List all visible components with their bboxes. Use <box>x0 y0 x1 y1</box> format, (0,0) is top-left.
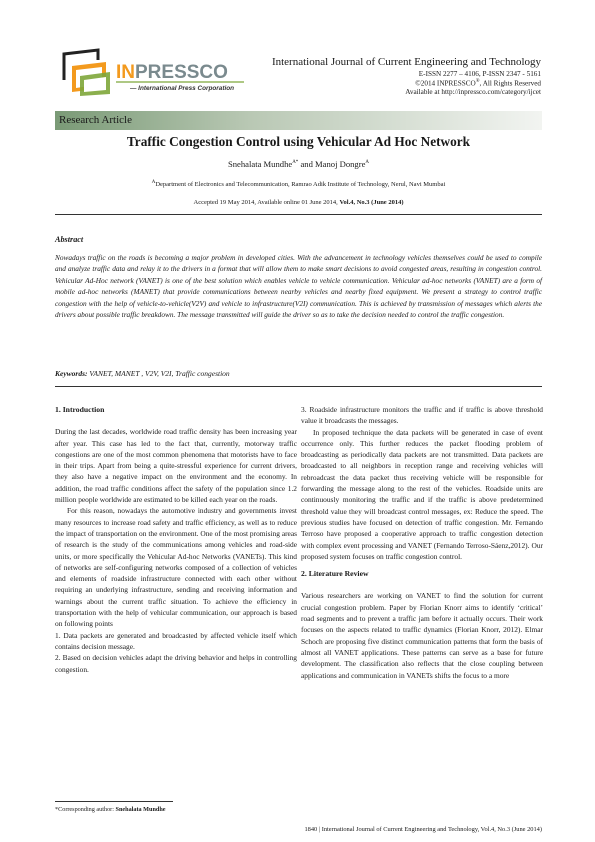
left-column <box>55 404 297 675</box>
corresponding-author-footnote: *Corresponding author: Snehalata Mundhe <box>55 806 166 813</box>
author-name: Snehalata Mundhe <box>227 159 293 169</box>
section-heading: 2. Literature Review <box>301 569 369 579</box>
keywords-label: Keywords: <box>55 369 88 378</box>
divider <box>55 386 542 387</box>
publication-dates: Accepted 19 May 2014, Available online 01 June 2014, Vol.4, No.3 (June 2014) <box>193 199 404 206</box>
corresponding-author-name: Snehalata Mundhe <box>115 806 166 813</box>
author-list: Snehalata Mundhe$^{A*}$ and Manoj Dongre$^A$ <box>227 159 370 169</box>
author-affiliation-mark: A* <box>292 160 299 166</box>
abstract-heading: Abstract <box>55 235 84 244</box>
inpressco-logo <box>58 40 248 112</box>
volume-info: Vol.4, No.3 (June 2014) <box>339 199 404 206</box>
author-name: Manoj Dongre <box>315 159 366 169</box>
journal-info <box>258 56 541 97</box>
page-footer: 1840 | International Journal of Current Engineering and Technology, Vol.4, No.3 (June 2014) <box>304 826 542 833</box>
list-item: 3. Roadside infrastructure monitors the traffic and if traffic is above threshold value it broadcasts the messages. <box>301 405 543 426</box>
affiliation: $^A$Department of Electronics and Telecommunication, Ramrao Adik Institute of Technology, Nerul, Navi Mumbai <box>151 180 446 189</box>
keywords-text: VANET, MANET , V2V, V2I, Traffic congestion <box>87 369 230 378</box>
section-heading: 1. Introduction <box>55 405 105 414</box>
logo-emblem <box>64 50 110 96</box>
paragraph: For this reason, nowadays the automotive industry and governments invest many resources to increase road safety and traffic efficiency, as well as to reduce the impact of transportation on the environment. One of the most promising areas of research is the study of the communications among vehicles and road-side units, or more specifically the Vehicular Ad-hoc Networks (VANETs). This kind of networks are self-configuring networks composed of a collection of vehicles and elements of roadside infrastructure connected with each other without requiring an underlying infrastructure, sending and receiving information and warnings about the current traffic situation. To achieve the efficiency in transportation with the help of vehicular communication, our approach is based on following points <box>55 506 297 629</box>
journal-copyright: ©2014 INPRESSCO®, All Rights Reserved <box>415 78 541 88</box>
article-type-label: Research Article <box>59 114 132 126</box>
article-type-banner <box>55 111 542 130</box>
divider <box>55 214 542 215</box>
author-affiliation-mark: A <box>365 160 370 166</box>
paragraph: Various researchers are working on VANET to find the solution for current crucial congestion problem. Paper by Florian Knorr aims to identify ‘critical’ road segments and to prevent a traffic jam before it actually occurs. Their work focuses on the aspects related to traffic dynamics (Florian Knorr, 2012). Elmar Schoch are proposing five distinct communication patterns that form the basis of almost all VANET applications. These patterns can serve as a base for future development. The classification also reflects that the close coupling between applications and communication in VANETs shifts the focus to a more <box>301 591 543 680</box>
logo-wordmark: INPRESSCO <box>116 62 228 83</box>
keywords <box>55 369 542 378</box>
journal-name: International Journal of Current Engineering and Technology <box>271 56 541 68</box>
journal-availability: Available at http://inpressco.com/category/ijcet <box>405 88 541 97</box>
logo-tagline: — International Press Corporation <box>130 85 235 92</box>
paragraph: In proposed technique the data packets will be generated in case of event occurrence only. This further reduces the packet flooding problem of broadcasting as periodically data packets are not transmitted. Data packets are broadcasted to all neighbors in reception range and receiving vehicles will rebroadcast the data packet thus receiving vehicle will be responsible for forwarding the message along to the rest of the vehicles. Roadside units are continuously monitoring the traffic and if the traffic is above predetermined threshold value they will broadcast control messages, ex: Reduce the speed. The previous studies have focused on detection of traffic congestion. Mr. Fernando Terroso have proposed a cooperative approach to traffic congestion detection with complex event processing and VANET (Fernando Terroso-Sáenz,2012). Our proposed system focuses on traffic congestion control. <box>301 427 543 561</box>
list-item: 1. Data packets are generated and broadcasted by affected vehicle itself which contains decision message. <box>55 630 297 651</box>
paper-title: Traffic Congestion Control using Vehicular Ad Hoc Network <box>126 134 471 149</box>
right-column <box>301 404 543 681</box>
abstract-text: Nowadays traffic on the roads is becoming a major problem in developed cities. With the advancement in technology vehicles themselves could be used to compile and analyze traffic data and relay it to the drivers in a format that will allow them to make smart decisions to avoid congested areas, resulting in congestion control. Vehicular Ad-Hoc network (VANET) is one of the best solution which enables vehicle to vehicle communication. Vehicular ad-hoc networks (VANET) are a form of mobile ad-hoc networks (MANET) that provide communications between nearby vehicles and nearby fixed equipment. We present a strategy to control traffic congestion with the help of vehicle-to-vehicle(V2V) and vehicle to infrastructure(V2I) communication. This is achieved by transmission of messages which alerts the drivers about possible traffic breakdown. The message transmitted will guide the driver so as to take the decision needed to control the traffic congestion. <box>55 253 542 320</box>
footnote-divider <box>55 801 173 802</box>
list-item: 2. Based on decision vehicles adapt the driving behavior and helps in controlling congestion. <box>55 653 297 674</box>
journal-issn: E-ISSN 2277 – 4106, P-ISSN 2347 - 5161 <box>418 69 541 78</box>
paragraph: During the last decades, worldwide road traffic density has been increasing year after year. This case has led to the fact that, currently, motorway traffic congestions are one of the most common phenomena that motorists have to face in their trips. Apart from being a quite-stressful experience for current drivers, they also have a negative impact on the environment and the economy. In addition, the road traffic conditions affect the safety of the population since 1.2 million people worldwide are estimated to be killed each year on the roads. <box>55 427 297 505</box>
